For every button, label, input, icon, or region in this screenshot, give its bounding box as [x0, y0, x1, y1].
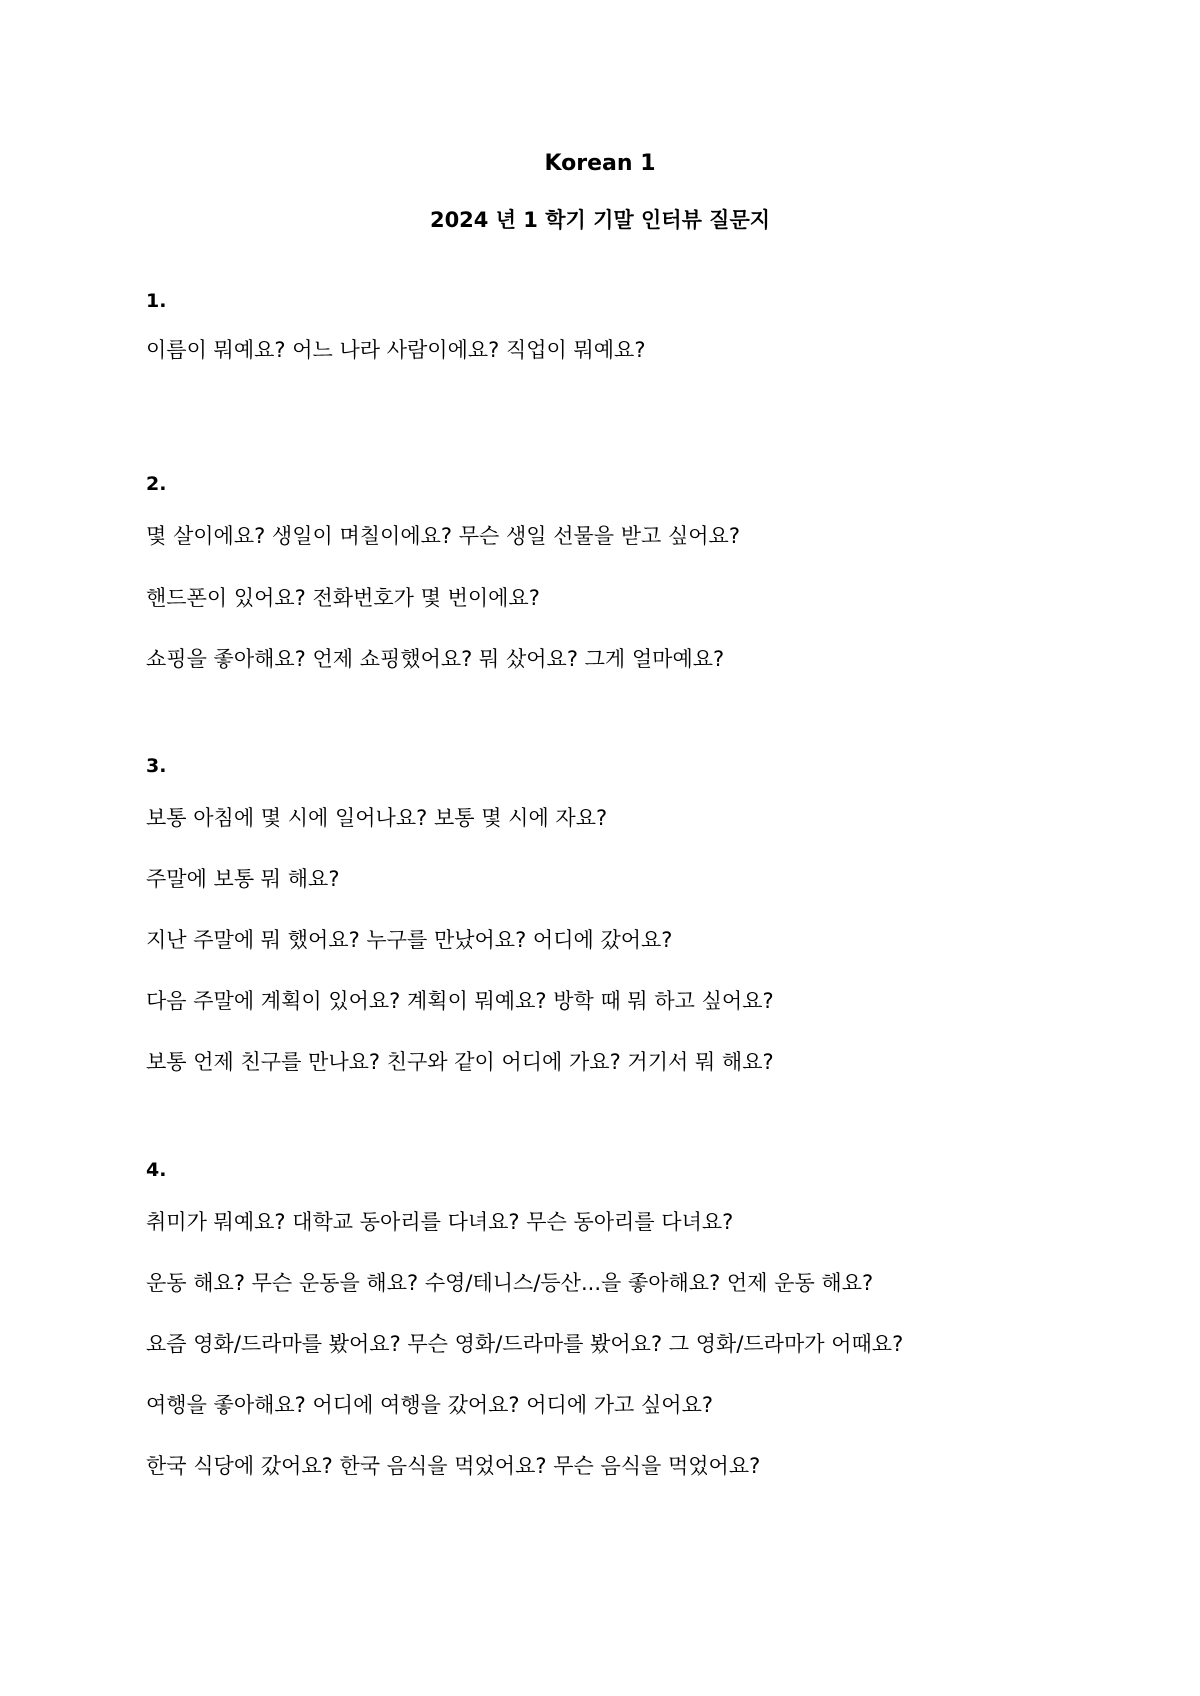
document-subtitle: 2024 년 1 학기 기말 인터뷰 질문지 — [429, 208, 771, 232]
question-line: 이름이 뭐예요? 어느 나라 사람이에요? 직업이 뭐예요? — [146, 338, 646, 362]
question-line: 다음 주말에 계획이 있어요? 계획이 뭐예요? 방학 때 뭐 하고 싶어요? — [146, 989, 774, 1013]
question-line: 운동 해요? 무슨 운동을 해요? 수영/테니스/등산...을 좋아해요? 언제 운동 해요? — [146, 1271, 874, 1295]
question-line: 요즘 영화/드라마를 봤어요? 무슨 영화/드라마를 봤어요? 그 영화/드라마가 어때요? — [146, 1332, 904, 1356]
question-line: 쇼핑을 좋아해요? 언제 쇼핑했어요? 뭐 샀어요? 그게 얼마예요? — [146, 647, 725, 671]
section-4-number: 4. — [146, 1159, 167, 1181]
question-line: 취미가 뭐예요? 대학교 동아리를 다녀요? 무슨 동아리를 다녀요? — [146, 1210, 734, 1234]
question-line: 여행을 좋아해요? 어디에 여행을 갔어요? 어디에 가고 싶어요? — [146, 1393, 714, 1417]
question-line: 보통 언제 친구를 만나요? 친구와 같이 어디에 가요? 거기서 뭐 해요? — [146, 1050, 774, 1074]
section-3-number: 3. — [146, 755, 167, 777]
section-2-number: 2. — [146, 473, 167, 495]
question-line: 핸드폰이 있어요? 전화번호가 몇 번이에요? — [146, 586, 540, 610]
question-line: 한국 식당에 갔어요? 한국 음식을 먹었어요? 무슨 음식을 먹었어요? — [146, 1454, 761, 1478]
document-title: Korean 1 — [544, 151, 656, 176]
section-1-number: 1. — [146, 290, 167, 312]
question-line: 주말에 보통 뭐 해요? — [146, 867, 340, 891]
question-line: 보통 아침에 몇 시에 일어나요? 보통 몇 시에 자요? — [146, 806, 608, 830]
question-line: 지난 주말에 뭐 했어요? 누구를 만났어요? 어디에 갔어요? — [146, 928, 673, 952]
question-line: 몇 살이에요? 생일이 며칠이에요? 무슨 생일 선물을 받고 싶어요? — [146, 524, 740, 548]
